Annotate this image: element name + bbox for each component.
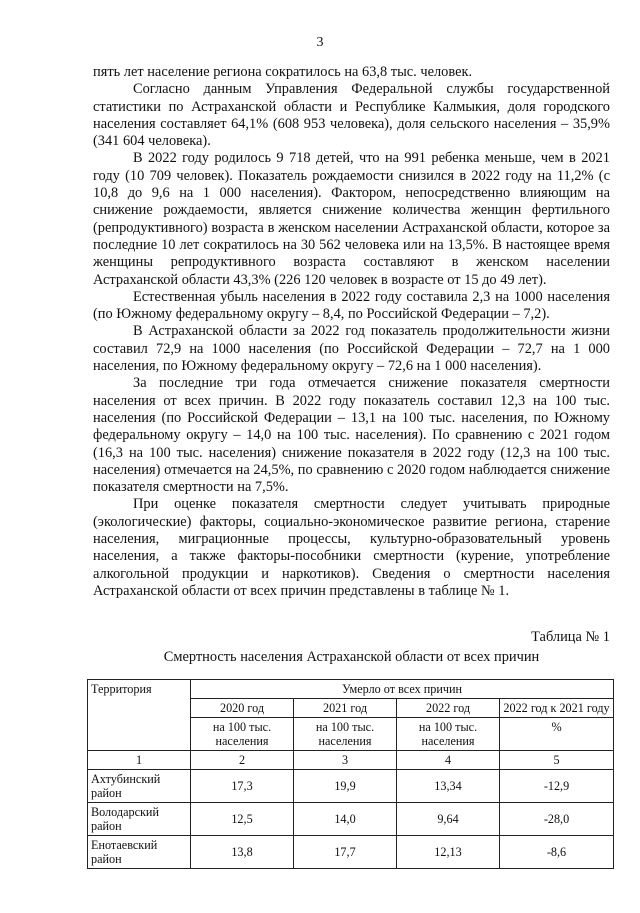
territory-cell: Володарский район: [88, 803, 191, 836]
header-unit: на 100 тыс. населения: [294, 718, 397, 751]
table-row: [88, 836, 614, 869]
table-row: [88, 770, 614, 803]
table-number: Таблица № 1: [531, 629, 610, 645]
table-header-row: [88, 680, 614, 699]
column-number: 5: [500, 751, 614, 770]
paragraph: Естественная убыль населения в 2022 году составила 2,3 на 1000 населения (по Южному федеральному округу – 8,4, по Российской Федерации – 7,2).: [93, 288, 610, 323]
paragraph: При оценке показателя смертности следует учитывать природные (экологические) факторы, социально-экономическое развитие региона, старение населения, миграционные процессы, культурно-образовательный уровень населения, а также факторы-пособники смертности (курение, употребление алкогольной продукции и наркотиков). Сведения о смертности населения Астраханской области от всех причин представлены в таблице № 1.: [93, 496, 610, 599]
header-year-2022: 2022 год: [397, 699, 500, 718]
paragraph: За последние три года отмечается снижение показателя смертности населения от всех причин. В 2022 году показатель составил 12,3 на 100 тыс. населения (по Российской Федерации – 13,1 на 100 тыс. населения, по Южному федеральному округу – 14,0 на 100 тыс. населения). По сравнению с 2021 годом (16,3 на 100 тыс. населения) снижение показателя в 2022 году (12,3 на 100 тыс. населения) отмечается на 24,5%, по сравнению с 2020 годом наблюдается снижение показателя смертности на 7,5%.: [93, 375, 610, 496]
value-2020: 13,8: [191, 836, 294, 869]
body-text: [93, 64, 610, 600]
paragraph: В Астраханской области за 2022 год показатель продолжительности жизни составил 72,9 на 1000 населения (по Российской Федерации – 72,7 на 1 000 населения, по Южному федеральному округу – 72,6 на 1 000 населения).: [93, 323, 610, 375]
page-number: 3: [316, 35, 324, 50]
column-number: 3: [294, 751, 397, 770]
column-number-row: [88, 751, 614, 770]
value-2020: 12,5: [191, 803, 294, 836]
header-unit: на 100 тыс. населения: [191, 718, 294, 751]
value-2021: 14,0: [294, 803, 397, 836]
table-caption: [93, 629, 610, 667]
paragraph: пять лет население региона сократилось на 63,8 тыс. человек.: [93, 64, 473, 80]
header-unit: на 100 тыс. населения: [397, 718, 500, 751]
value-2020: 17,3: [191, 770, 294, 803]
mortality-table: [87, 679, 614, 869]
table-title: Смертность населения Астраханской области от всех причин: [163, 649, 540, 666]
value-change: -28,0: [500, 803, 614, 836]
column-number: 4: [397, 751, 500, 770]
header-change: 2022 год к 2021 году: [500, 699, 614, 718]
value-2022: 12,13: [397, 836, 500, 869]
value-change: -8,6: [500, 836, 614, 869]
value-2022: 9,64: [397, 803, 500, 836]
paragraph: В 2022 году родилось 9 718 детей, что на 991 ребенка меньше, чем в 2021 году (10 709 человек). Показатель рождаемости снизился в 2022 году на 11,2% (с 10,8 до 9,6 на 1 000 населения). Фактором, непосредственно влияющим на снижение рождаемости, является снижение количества женщин фертильного (репродуктивного) возраста в женском населении Астраханской области, которое за последние 10 лет сократилось на 30 562 человека или на 13,5%. В настоящее время женщины репродуктивного возраста составляют в женском населении Астраханской области 43,3% (226 120 человек в возрасте от 15 до 49 лет).: [93, 150, 610, 288]
value-change: -12,9: [500, 770, 614, 803]
header-percent: %: [500, 718, 614, 751]
territory-cell: Ахтубинский район: [88, 770, 191, 803]
table-row: [88, 803, 614, 836]
value-2022: 13,34: [397, 770, 500, 803]
value-2021: 17,7: [294, 836, 397, 869]
header-group: Умерло от всех причин: [191, 680, 614, 699]
column-number: 2: [191, 751, 294, 770]
header-territory: Территория: [88, 680, 191, 751]
header-year-2020: 2020 год: [191, 699, 294, 718]
column-number: 1: [88, 751, 191, 770]
header-year-2021: 2021 год: [294, 699, 397, 718]
paragraph: Согласно данным Управления Федеральной службы государственной статистики по Астраханской области и Республике Калмыкия, доля городского населения составляет 64,1% (608 953 человека), доля сельского населения – 35,9% (341 604 человека).: [93, 81, 610, 150]
territory-cell: Енотаевский район: [88, 836, 191, 869]
value-2021: 19,9: [294, 770, 397, 803]
